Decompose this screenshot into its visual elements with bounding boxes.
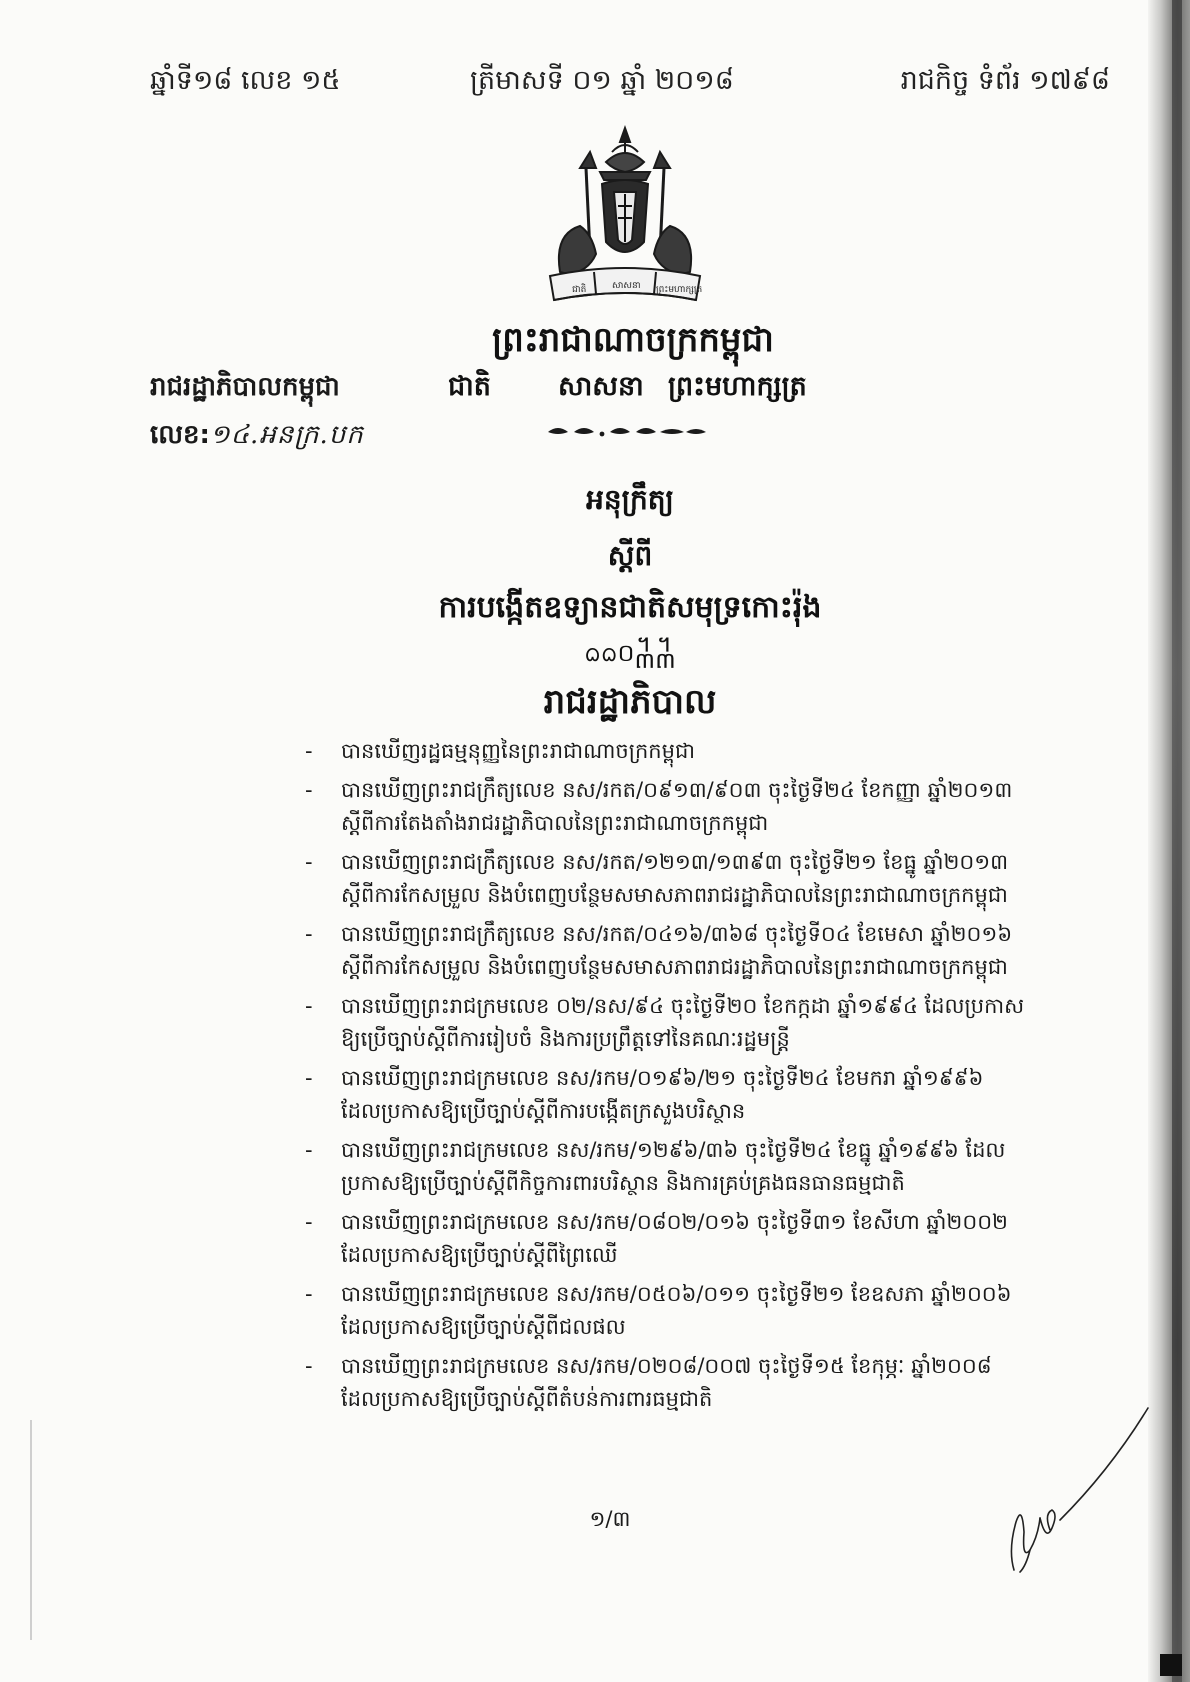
legal-basis-item	[305, 1134, 1030, 1200]
legal-basis-line: ប្រកាសឱ្យប្រើច្បាប់ស្ដីពីកិច្ចការពារបរិស្ថាន និងការគ្រប់គ្រងធនធានធម្មជាតិ	[341, 1171, 905, 1195]
scan-left-line	[30, 1420, 32, 1640]
scan-shadow-edge	[1148, 0, 1190, 1682]
list-bullet-dash: -	[305, 922, 313, 946]
legal-basis-line: បានឃើញព្រះរាជក្រមលេខ ០២/នស/៩៤ ចុះថ្ងៃទី២០ ខែកក្កដា ឆ្នាំ១៩៩៤ ដែលប្រកាស	[341, 994, 1025, 1018]
handwritten-initials-icon	[1000, 1400, 1150, 1580]
legal-basis-text	[341, 846, 1030, 912]
legal-basis-line: ស្ដីពីការកែសម្រួល និងបំពេញបន្ថែមសមាសភាពរាជរដ្ឋាភិបាលនៃព្រះរាជាណាចក្រកម្ពុជា	[341, 955, 1008, 979]
legal-basis-list	[305, 735, 1030, 1422]
legal-basis-text	[341, 774, 1030, 840]
legal-basis-text	[341, 918, 1030, 984]
reference-number: ១៤.អនក្រ.បក	[209, 420, 364, 450]
issuing-authority: រាជរដ្ឋាភិបាល	[543, 682, 717, 722]
issuing-government: រាជរដ្ឋាភិបាលកម្ពុជា	[150, 372, 340, 402]
legal-basis-text	[341, 990, 1030, 1056]
document-type: អនុក្រឹត្យ	[586, 483, 674, 516]
svg-text:ព្រះមហាក្សត្រ: ព្រះមហាក្សត្រ	[656, 285, 703, 295]
gazette-quarter-year: ត្រីមាសទី ០១ ឆ្នាំ ២០១៨	[470, 65, 734, 96]
list-bullet-dash: -	[305, 1282, 313, 1306]
list-bullet-dash: -	[305, 994, 313, 1018]
motto-religion: សាសនា	[558, 371, 644, 402]
legal-basis-line: បានឃើញព្រះរាជក្រមលេខ នស/រកម/០៨០២/០១៦ ចុះថ្ងៃទី៣១ ខែសីហា ឆ្នាំ២០០២	[341, 1210, 1008, 1234]
scan-corner-mark	[1160, 1654, 1182, 1676]
list-bullet-dash: -	[305, 778, 313, 802]
legal-basis-item	[305, 990, 1030, 1056]
legal-basis-line: បានឃើញព្រះរាជក្រមលេខ នស/រកម/១២៩៦/៣៦ ចុះថ្ងៃទី២៤ ខែធ្នូ ឆ្នាំ១៩៩៦ ដែល	[341, 1138, 1006, 1162]
legal-basis-line: ដែលប្រកាសឱ្យប្រើច្បាប់ស្ដីពីព្រៃឈើ	[341, 1243, 618, 1267]
legal-basis-line: បានឃើញរដ្ឋធម្មនុញ្ញនៃព្រះរាជាណាចក្រកម្ពុជា	[341, 739, 695, 763]
list-bullet-dash: -	[305, 739, 313, 763]
legal-basis-line: បានឃើញព្រះរាជក្រឹត្យលេខ នស/រកត/០៤១៦/៣៦៨ ចុះថ្ងៃទី០៤ ខែមេសា ឆ្នាំ២០១៦	[341, 922, 1013, 946]
legal-basis-item	[305, 774, 1030, 840]
legal-basis-line: បានឃើញព្រះរាជក្រមលេខ នស/រកម/០៥០៦/០១១ ចុះថ្ងៃទី២១ ខែឧសភា ឆ្នាំ២០០៦	[341, 1282, 1012, 1306]
gazette-header	[150, 64, 1110, 104]
legal-basis-line: បានឃើញព្រះរាជក្រឹត្យលេខ នស/រកត/១២១៣/១៣៩៣ ចុះថ្ងៃទី២១ ខែធ្នូ ឆ្នាំ២០១៣	[341, 850, 1009, 874]
legal-basis-text	[341, 1134, 1030, 1200]
list-bullet-dash: -	[305, 1210, 313, 1234]
motto-nation: ជាតិ	[448, 371, 491, 402]
list-bullet-dash: -	[305, 1066, 313, 1090]
legal-basis-item	[305, 918, 1030, 984]
legal-basis-text	[341, 735, 1030, 768]
document-subject: ការបង្កើតឧទ្យានជាតិសមុទ្រកោះរ៉ុង	[438, 590, 822, 625]
national-motto	[448, 370, 828, 410]
legal-basis-item	[305, 1206, 1030, 1272]
legal-basis-line: ដែលប្រកាសឱ្យប្រើច្បាប់ស្ដីពីការបង្កើតក្រសួងបរិស្ថាន	[341, 1099, 746, 1123]
legal-basis-line: បានឃើញព្រះរាជក្រមលេខ នស/រកម/០២០៨/០០៧ ចុះថ្ងៃទី១៥ ខែកុម្ភៈ ឆ្នាំ២០០៨	[341, 1354, 992, 1378]
legal-basis-line: ស្ដីពីការកែសម្រួល និងបំពេញបន្ថែមសមាសភាពរាជរដ្ឋាភិបាលនៃព្រះរាជាណាចក្រកម្ពុជា	[341, 883, 1008, 907]
kingdom-title: ព្រះរាជាណាចក្រកម្ពុជា	[492, 320, 774, 360]
legal-basis-text	[341, 1350, 1030, 1416]
legal-basis-item	[305, 735, 1030, 768]
legal-basis-line: ដែលប្រកាសឱ្យប្រើច្បាប់ស្ដីពីជលផល	[341, 1315, 626, 1339]
list-bullet-dash: -	[305, 850, 313, 874]
gazette-year-issue: ឆ្នាំទី១៨ លេខ ១៥	[150, 65, 341, 96]
document-about: ស្ដីពី	[607, 539, 653, 572]
legal-basis-item	[305, 846, 1030, 912]
legal-basis-text	[341, 1206, 1030, 1272]
legal-basis-line: បានឃើញព្រះរាជក្រមលេខ នស/រកម/០១៩៦/២១ ចុះថ្ងៃទី២៤ ខែមករា ឆ្នាំ១៩៩៦	[341, 1066, 984, 1090]
scan-binding-edge	[1172, 0, 1182, 1682]
legal-basis-text	[341, 1062, 1030, 1128]
legal-basis-line: ដែលប្រកាសឱ្យប្រើច្បាប់ស្ដីពីតំបន់ការពារធម្មជាតិ	[341, 1387, 713, 1411]
legal-basis-item	[305, 1350, 1030, 1416]
title-divider: ᨵᨵ០᧳᧳	[584, 639, 676, 667]
legal-basis-line: ស្ដីពីការតែងតាំងរាជរដ្ឋាភិបាលនៃព្រះរាជាណាចក្រកម្ពុជា	[341, 811, 769, 835]
svg-text:សាសនា: សាសនា	[612, 281, 641, 291]
motto-king: ព្រះមហាក្សត្រ	[668, 371, 807, 402]
page-number: ១/៣	[589, 1507, 631, 1531]
royal-coat-of-arms-icon	[540, 122, 710, 310]
legal-basis-line: ឱ្យប្រើច្បាប់ស្ដីពីការរៀបចំ និងការប្រព្រឹត្តទៅនៃគណៈរដ្ឋមន្ត្រី	[341, 1027, 790, 1051]
svg-text:ជាតិ: ជាតិ	[572, 285, 587, 295]
list-bullet-dash: -	[305, 1354, 313, 1378]
tacteing-ornament-icon	[540, 420, 710, 444]
list-bullet-dash: -	[305, 1138, 313, 1162]
decree-reference	[150, 418, 364, 456]
gazette-page-number: រាជកិច្ច ទំព័រ ១៧៩៨	[900, 65, 1110, 96]
legal-basis-text	[341, 1278, 1030, 1344]
legal-basis-line: បានឃើញព្រះរាជក្រឹត្យលេខ នស/រកត/០៩១៣/៩០៣ ចុះថ្ងៃទី២៤ ខែកញ្ញា ឆ្នាំ២០១៣	[341, 778, 1013, 802]
legal-basis-item	[305, 1278, 1030, 1344]
reference-label: លេខ:	[150, 420, 210, 450]
legal-basis-item	[305, 1062, 1030, 1128]
